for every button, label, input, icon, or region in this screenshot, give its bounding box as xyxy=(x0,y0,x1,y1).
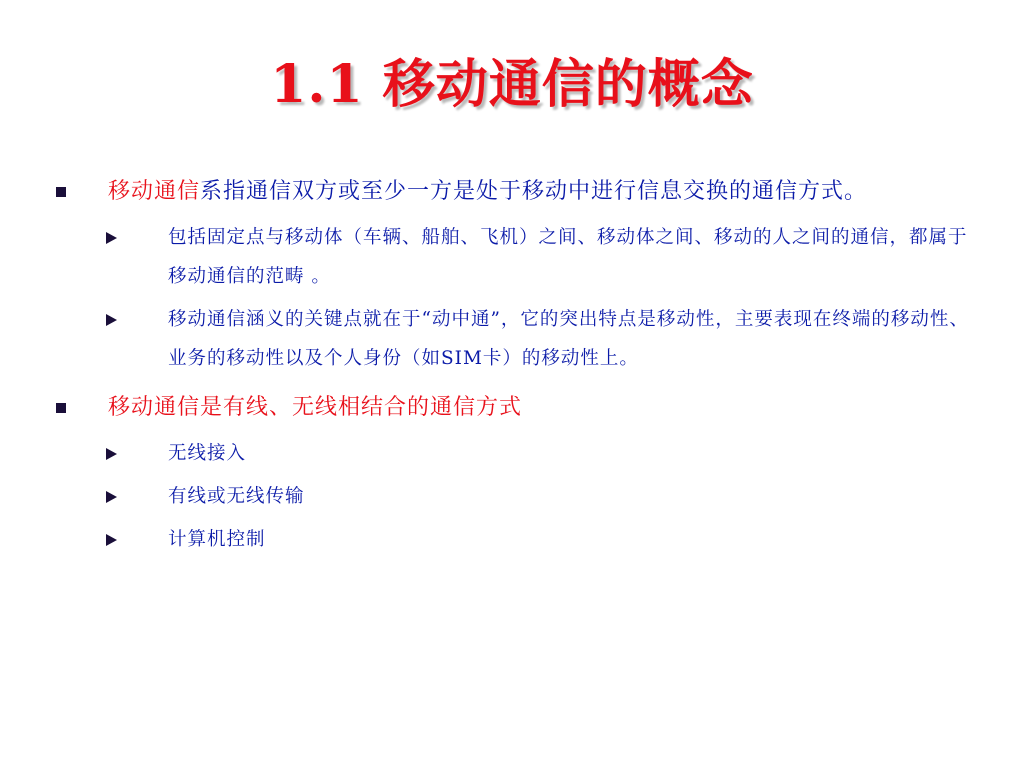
sub-bullet-item-1-2 xyxy=(0,300,1024,378)
triangle-bullet-icon xyxy=(106,534,117,546)
sub-bullet-item-2-1 xyxy=(0,434,1024,473)
sub-bullet-item-1-1 xyxy=(0,218,1024,296)
triangle-bullet-icon xyxy=(106,491,117,503)
slide-title: 1.1 移动通信的概念 xyxy=(270,54,754,115)
bullet-item-2 xyxy=(0,386,1024,430)
sub-bullet-item-1-1-text: 包括固定点与移动体（车辆、船舶、飞机）之间、移动体之间、移动的人之间的通信，都属于移动通信的范畴 。 xyxy=(168,227,968,287)
sub-bullet-item-1-2-text: 移动通信涵义的关键点就在于“动中通”，它的突出特点是移动性，主要表现在终端的移动性、业务的移动性以及个人身份（如SIM卡）的移动性上。 xyxy=(168,309,969,369)
square-bullet-icon xyxy=(56,187,66,197)
slide-content xyxy=(0,170,1024,559)
sub-bullet-item-2-3 xyxy=(0,520,1024,559)
bullet-item-2-text: 移动通信是有线、无线相结合的通信方式 xyxy=(108,395,523,420)
triangle-bullet-icon xyxy=(106,448,117,460)
triangle-bullet-icon xyxy=(106,232,117,244)
sub-bullet-item-2-1-text: 无线接入 xyxy=(168,443,247,464)
sub-bullet-item-2-3-text: 计算机控制 xyxy=(168,529,266,550)
sub-bullet-item-2-2-text: 有线或无线传输 xyxy=(168,486,305,507)
bullet-item-1-highlight: 移动通信 xyxy=(108,179,201,204)
sub-bullet-item-2-2 xyxy=(0,477,1024,516)
square-bullet-icon xyxy=(56,403,66,413)
bullet-item-1-text: 系指通信双方或至少一方是处于移动中进行信息交换的通信方式。 xyxy=(200,179,868,204)
bullet-item-1 xyxy=(0,170,1024,214)
triangle-bullet-icon xyxy=(106,314,117,326)
